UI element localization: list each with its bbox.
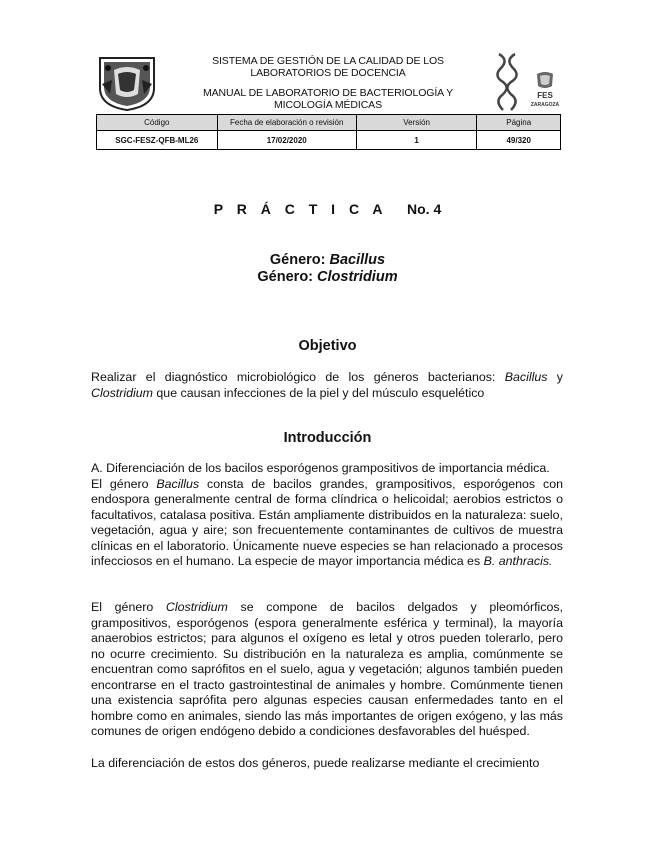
fes-zaragoza-logo xyxy=(493,52,563,112)
document-meta-table xyxy=(96,114,561,150)
introduction-heading: Introducción xyxy=(283,430,372,446)
genus-name: Bacillus xyxy=(329,252,386,268)
fes-logo-text: FES xyxy=(537,91,553,100)
header-system-title: SISTEMA DE GESTIÓN DE LA CALIDAD DE LOS LABORATORIOS DE DOCENCIA xyxy=(212,55,444,79)
practice-number: No. 4 xyxy=(407,201,442,217)
section-a-heading: A. Diferenciación de los bacilos esporógenos grampositivos de importancia médica. xyxy=(91,461,550,475)
meta-code-value: SGC-FESZ-QFB-ML26 xyxy=(97,131,218,150)
meta-header-version: Versión xyxy=(356,115,477,131)
genus-label: Género: xyxy=(269,252,326,268)
unam-seal-logo xyxy=(96,54,158,112)
genus-clostridium-title xyxy=(0,269,655,285)
practice-title xyxy=(0,201,655,217)
genus-bacillus-title xyxy=(0,252,655,268)
meta-version-value: 1 xyxy=(356,131,477,150)
introduction-paragraph-1 xyxy=(91,461,563,570)
fes-logo-subtext: ZARAGOZA xyxy=(530,102,560,108)
meta-header-date: Fecha de elaboración o revisión xyxy=(217,115,356,131)
genus-label: Género: xyxy=(257,269,313,285)
practice-word: P R Á C T I C A xyxy=(213,201,388,217)
meta-page-value: 49/320 xyxy=(477,131,561,150)
differentiation-paragraph: La diferenciación de estos dos géneros, puede realizarse mediante el crecimiento xyxy=(91,756,540,770)
clostridium-paragraph: El género Clostridium se compone de bacilos delgados y pleomórficos, grampositivos, esporógenos (espora generalmente esférica y terminal), la mayoría anaerobios estrictos; para algunos el oxígeno es letal y otros pueden tolerarlo, pero no ocurre crecimiento. Su distribución en la naturaleza es amplia, comúnmente se encuentran como saprófitos en el suelo, agua y vegetación; algunos también pueden encontrarse en el tracto gastrointestinal de animales y hombre. Comúnmente tienen una existencia saprófita pero algunas especies causan enfermedades tanto en el hombre como en animales, siendo las más importantes de origen exógeno, y las más comunes de origen endógeno debido a condiciones desfavorables del huésped. xyxy=(91,600,564,738)
meta-header-page: Página xyxy=(477,115,561,131)
bacillus-paragraph: El género Bacillus consta de bacilos grandes, grampositivos, esporógenos con endospora generalmente central de forma clíndrica o helicoidal; aerobios estrictos o facultativos, catalasa positiva. Están ampliamente distribuidos en la naturaleza: suelo, vegetación, agua y aire; son frecuentemente contaminantes de cultivos de muestra clínicas en el laboratorio. Únicamente nueve especies se han relacionado a procesos infecciosos en el humano. La especie de mayor importancia médica es B. anthracis. xyxy=(91,476,563,568)
meta-header-code: Código xyxy=(97,115,218,131)
genus-name: Clostridium xyxy=(317,269,398,285)
objective-heading: Objetivo xyxy=(298,338,357,354)
objective-text: Realizar el diagnóstico microbiológico de los géneros bacterianos: Bacillus y Clostridium que causan infecciones de la piel y del músculo esquelético xyxy=(91,370,563,400)
header-manual-title: MANUAL DE LABORATORIO DE BACTERIOLOGÍA Y MICOLOGÍA MÉDICAS xyxy=(202,87,453,111)
meta-date-value: 17/02/2020 xyxy=(217,131,356,150)
